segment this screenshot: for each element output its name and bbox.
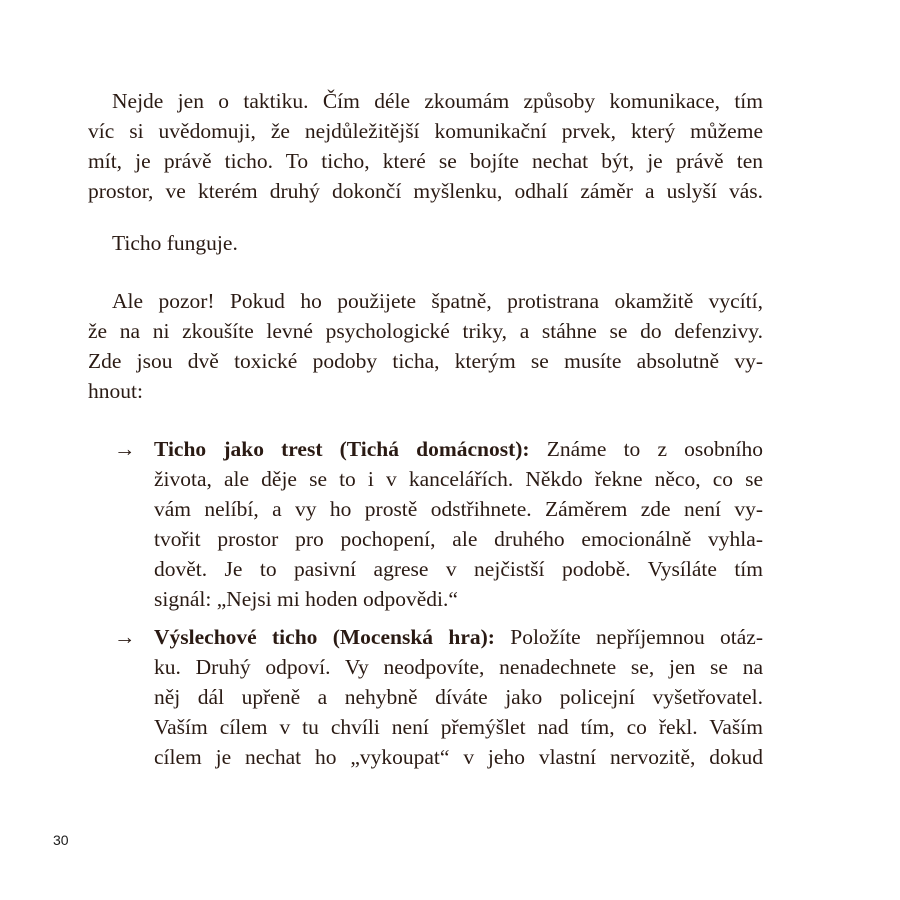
text-line: Vaším cílem v tu chvíli není přemýšlet nad tím, co řekl. Vaším [154, 715, 763, 739]
text-line: Ale pozor! Pokud ho použijete špatně, protistrana okamžitě vycítí, [112, 289, 763, 313]
page-number: 30 [53, 832, 69, 848]
text-line: tvořit prostor pro pochopení, ale druhého emocionálně vyhla- [154, 527, 763, 551]
bullet-heading: Ticho jako trest (Tichá domácnost): [154, 437, 530, 461]
text-line: vám nelíbí, a vy ho prostě odstřihnete. Záměrem zde není vy- [154, 497, 763, 521]
text-line: ku. Druhý odpoví. Vy neodpovíte, nenadechnete se, jen se na [154, 655, 763, 679]
arrow-icon: → [114, 625, 136, 649]
bullet-first-line [154, 622, 763, 652]
text-line: víc si uvědomuji, že nejdůležitější komunikační prvek, který můžeme [88, 119, 763, 143]
bullet-first-line [154, 434, 763, 464]
text-line: hnout: [88, 379, 143, 403]
text-line: prostor, ve kterém druhý dokončí myšlenku, odhalí záměr a uslyší vás. [88, 179, 763, 203]
text-line: cílem je nechat ho „vykoupat“ v jeho vlastní nervozitě, dokud [154, 745, 763, 769]
bullet-heading: Výslechové ticho (Mocenská hra): [154, 625, 495, 649]
text-line: dovět. Je to pasivní agrese v nejčistší podobě. Vysíláte tím [154, 557, 763, 581]
text-line: života, ale děje se to i v kancelářích. Někdo řekne něco, co se [154, 467, 763, 491]
bullet-text: Položíte nepříjemnou otáz- [494, 625, 763, 649]
text-line: Nejde jen o taktiku. Čím déle zkoumám způsoby komunikace, tím [112, 89, 763, 113]
text-line: mít, je právě ticho. To ticho, které se bojíte nechat být, je právě ten [88, 149, 763, 173]
text-line: že na ni zkoušíte levné psychologické triky, a stáhne se do defenzivy. [88, 319, 763, 343]
arrow-icon: → [114, 437, 136, 461]
text-line: Zde jsou dvě toxické podoby ticha, kterým se musíte absolutně vy- [88, 349, 763, 373]
text-line: něj dál upřeně a nehybně díváte jako policejní vyšetřovatel. [154, 685, 763, 709]
text-line: signál: „Nejsi mi hoden odpovědi.“ [154, 587, 458, 611]
text-line: Ticho funguje. [112, 231, 238, 255]
bullet-text: Známe to z osobního [529, 437, 763, 461]
